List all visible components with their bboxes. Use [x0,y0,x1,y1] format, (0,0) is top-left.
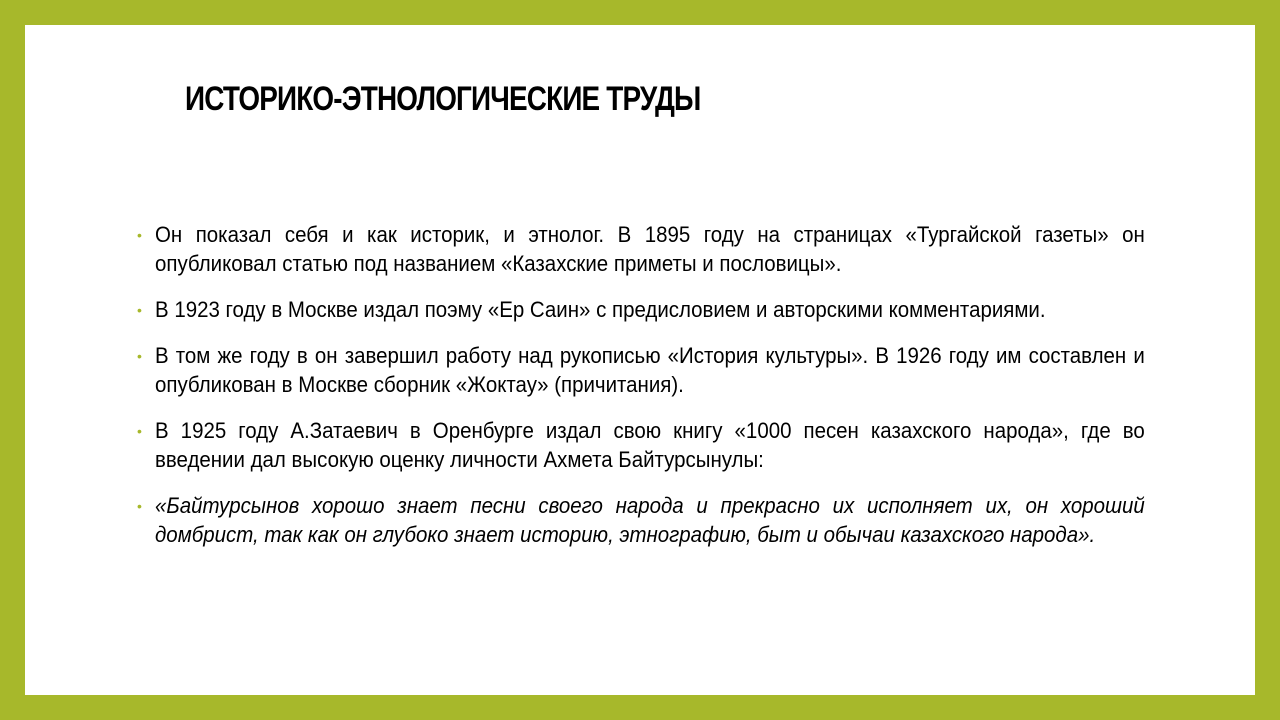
bullet-marker-icon: • [137,498,142,514]
bullet-list [135,220,1145,566]
bullet-item [135,295,1145,324]
bullet-text: В 1923 году в Москве издал поэму «Ер Саин» с предисловием и авторскими комментариями. [155,297,1046,322]
bullet-item [135,416,1145,474]
bullet-item-quote [135,491,1145,549]
bullet-marker-icon: • [137,348,142,364]
bullet-marker-icon: • [137,423,142,439]
bullet-text-quote: «Байтурсынов хорошо знает песни своего народа и прекрасно их исполняет их, он хороший домбрист, так как он глубоко знает историю, этнографию, быт и обычаи казахского народа». [155,493,1145,547]
bullet-text: В том же году в он завершил работу над рукописью «История культуры». В 1926 году им составлен и опубликован в Москве сборник «Жоктау» (причитания). [155,343,1145,397]
bullet-text: Он показал себя и как историк, и этнолог. В 1895 году на страницах «Тургайской газеты» он опубликовал статью под названием «Казахские приметы и пословицы». [155,222,1145,276]
slide-title: ИСТОРИКО-ЭТНОЛОГИЧЕСКИЕ ТРУДЫ [185,80,701,118]
bullet-item [135,341,1145,399]
bullet-item [135,220,1145,278]
slide-content-area [25,25,1255,695]
bullet-text: В 1925 году А.Затаевич в Оренбурге издал свою книгу «1000 песен казахского народа», где во введении дал высокую оценку личности Ахмета Байтурсынулы: [155,418,1145,472]
bullet-marker-icon: • [137,302,142,318]
bullet-marker-icon: • [137,227,142,243]
